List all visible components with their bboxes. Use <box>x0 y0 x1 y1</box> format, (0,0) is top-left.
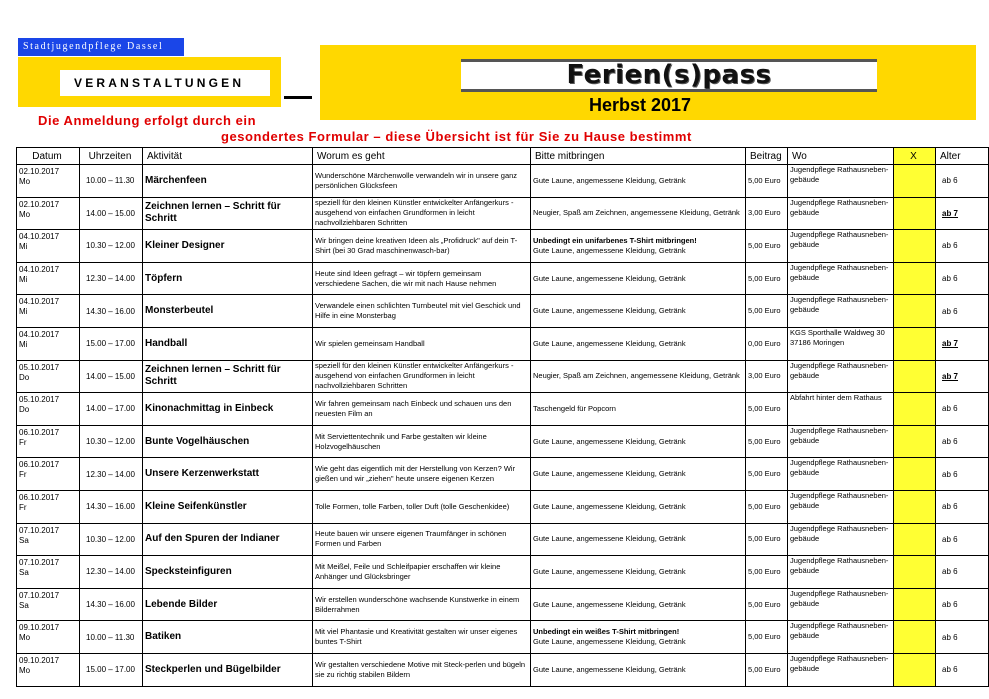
bring-cell <box>531 523 746 556</box>
activity-cell: Batiken <box>143 621 313 654</box>
age-cell: ab 7 <box>936 197 989 230</box>
time-cell: 14.00 – 15.00 <box>80 360 143 393</box>
time-cell: 10.00 – 11.30 <box>80 165 143 198</box>
date-cell <box>17 262 80 295</box>
column-header-age: Alter <box>936 148 989 165</box>
location-cell: Jugendpflege Rathausneben-gebäude <box>788 458 894 491</box>
bring-items: Gute Laune, angemessene Kleidung, Getränk <box>533 338 686 348</box>
table-row <box>17 327 989 360</box>
registration-checkbox-cell[interactable] <box>894 653 936 686</box>
location-cell: Jugendpflege Rathausneben-gebäude <box>788 523 894 556</box>
activity-cell: Zeichnen lernen – Schritt für Schritt <box>143 360 313 393</box>
table-row <box>17 588 989 621</box>
age-cell: ab 6 <box>936 262 989 295</box>
date: 07.10.2017 <box>19 525 60 535</box>
table-row <box>17 621 989 654</box>
time-cell: 10.00 – 11.30 <box>80 621 143 654</box>
time-cell: 10.30 – 12.00 <box>80 523 143 556</box>
age-cell: ab 6 <box>936 458 989 491</box>
age-cell: ab 6 <box>936 393 989 426</box>
description-cell: speziell für den kleinen Künstler entwickelter Anfängerkurs - ausgehend von einfachen Grundformen in leicht nachvollziehbaren Schritten <box>313 360 531 393</box>
weekday: Mi <box>19 307 28 317</box>
fee-cell: 5,00 Euro <box>746 621 788 654</box>
location-cell: Jugendpflege Rathausneben-gebäude <box>788 621 894 654</box>
section-title: VERANSTALTUNGEN <box>60 70 270 96</box>
date: 04.10.2017 <box>19 264 60 274</box>
registration-checkbox-cell[interactable] <box>894 360 936 393</box>
age-cell: ab 6 <box>936 425 989 458</box>
fee-cell: 5,00 Euro <box>746 230 788 263</box>
registration-checkbox-cell[interactable] <box>894 556 936 589</box>
description-cell: Mit Serviettentechnik und Farbe gestalten wir kleine Holzvogelhäuschen <box>313 425 531 458</box>
registration-checkbox-cell[interactable] <box>894 588 936 621</box>
table-row <box>17 523 989 556</box>
table-row <box>17 230 989 263</box>
bring-items: Gute Laune, angemessene Kleidung, Getränk <box>533 245 686 255</box>
fee-cell: 3,00 Euro <box>746 197 788 230</box>
table-row <box>17 262 989 295</box>
section-banner <box>18 57 281 107</box>
date-cell <box>17 490 80 523</box>
location-cell: Jugendpflege Rathausneben-gebäude <box>788 165 894 198</box>
date-cell <box>17 653 80 686</box>
activity-cell: Kinonachmittag in Einbeck <box>143 393 313 426</box>
activity-cell: Kleine Seifenkünstler <box>143 490 313 523</box>
notice-line-2: gesondertes Formular – diese Übersicht ist für Sie zu Hause bestimmt <box>221 129 692 144</box>
activity-cell: Monsterbeutel <box>143 295 313 328</box>
table-row <box>17 360 989 393</box>
column-header-description: Worum es geht <box>313 148 531 165</box>
bring-items: Gute Laune, angemessene Kleidung, Getränk <box>533 566 686 576</box>
date-cell <box>17 295 80 328</box>
time-cell: 12.30 – 14.00 <box>80 458 143 491</box>
bring-required: Unbedingt ein unifarbenes T-Shirt mitbringen! <box>533 235 697 245</box>
bring-items: Gute Laune, angemessene Kleidung, Getränk <box>533 436 686 446</box>
fee-cell: 5,00 Euro <box>746 165 788 198</box>
weekday: Fr <box>19 470 27 480</box>
weekday: Fr <box>19 502 27 512</box>
weekday: Do <box>19 372 30 382</box>
date-cell <box>17 458 80 491</box>
description-cell: Wir erstellen wunderschöne wachsende Kunstwerke in einem Bilderrahmen <box>313 588 531 621</box>
bring-items: Neugier, Spaß am Zeichnen, angemessene Kleidung, Getränk <box>533 371 740 381</box>
time-cell: 14.00 – 17.00 <box>80 393 143 426</box>
bring-cell <box>531 327 746 360</box>
date-cell <box>17 523 80 556</box>
weekday: Mo <box>19 633 31 643</box>
registration-checkbox-cell[interactable] <box>894 458 936 491</box>
bring-cell <box>531 197 746 230</box>
fee-cell: 5,00 Euro <box>746 556 788 589</box>
description-cell: Wunderschöne Märchenwolle verwandeln wir in unsere ganz persönlichen Glücksfeen <box>313 165 531 198</box>
table-row <box>17 653 989 686</box>
column-header-time: Uhrzeiten <box>80 148 143 165</box>
weekday: Mi <box>19 339 28 349</box>
location-cell: Jugendpflege Rathausneben-gebäude <box>788 262 894 295</box>
time-cell: 14.30 – 16.00 <box>80 490 143 523</box>
date: 05.10.2017 <box>19 362 60 372</box>
activity-cell: Unsere Kerzenwerkstatt <box>143 458 313 491</box>
age-cell: ab 6 <box>936 556 989 589</box>
bring-cell <box>531 458 746 491</box>
notice-line-1: Die Anmeldung erfolgt durch ein <box>38 113 257 128</box>
activity-cell: Zeichnen lernen – Schritt für Schritt <box>143 197 313 230</box>
weekday: Mo <box>19 209 31 219</box>
bring-items: Gute Laune, angemessene Kleidung, Getränk <box>533 637 686 647</box>
activity-cell: Kleiner Designer <box>143 230 313 263</box>
bring-cell <box>531 360 746 393</box>
description-cell: Mit viel Phantasie und Kreativität gestalten wir unser eigenes buntes T-Shirt <box>313 621 531 654</box>
location-cell: Jugendpflege Rathausneben-gebäude <box>788 556 894 589</box>
date-cell <box>17 425 80 458</box>
fee-cell: 0,00 Euro <box>746 327 788 360</box>
date-cell <box>17 165 80 198</box>
weekday: Mo <box>19 177 31 186</box>
bring-cell <box>531 262 746 295</box>
time-cell: 10.30 – 12.00 <box>80 230 143 263</box>
date: 04.10.2017 <box>19 297 60 307</box>
column-header-date: Datum <box>17 148 80 165</box>
date: 09.10.2017 <box>19 655 60 665</box>
description-cell: Heute bauen wir unsere eigenen Traumfänger in schönen Formen und Farben <box>313 523 531 556</box>
date: 05.10.2017 <box>19 395 60 405</box>
date-cell <box>17 588 80 621</box>
description-cell: Wir fahren gemeinsam nach Einbeck und schauen uns den neuesten Film an <box>313 393 531 426</box>
date: 07.10.2017 <box>19 590 60 600</box>
time-cell: 14.30 – 16.00 <box>80 588 143 621</box>
weekday: Do <box>19 405 30 415</box>
bring-items: Gute Laune, angemessene Kleidung, Getränk <box>533 469 686 479</box>
weekday: Mi <box>19 242 28 252</box>
activity-cell: Märchenfeen <box>143 165 313 198</box>
fee-cell: 5,00 Euro <box>746 425 788 458</box>
date: 02.10.2017 <box>19 167 60 176</box>
fee-cell: 5,00 Euro <box>746 295 788 328</box>
bring-items: Gute Laune, angemessene Kleidung, Getränk <box>533 599 686 609</box>
column-header-bring: Bitte mitbringen <box>531 148 746 165</box>
bring-cell <box>531 393 746 426</box>
bring-cell <box>531 556 746 589</box>
age-cell: ab 6 <box>936 165 989 198</box>
description-cell: Tolle Formen, tolle Farben, toller Duft (tolle Geschenkidee) <box>313 490 531 523</box>
table-row <box>17 295 989 328</box>
age-cell: ab 6 <box>936 523 989 556</box>
table-row <box>17 197 989 230</box>
weekday: Sa <box>19 535 29 545</box>
schedule-table <box>16 147 989 687</box>
fee-cell: 5,00 Euro <box>746 490 788 523</box>
season-title: Herbst 2017 <box>589 95 692 115</box>
date: 06.10.2017 <box>19 492 60 502</box>
age-cell: ab 6 <box>936 588 989 621</box>
org-badge: Stadtjugendpflege Dassel <box>18 38 184 56</box>
time-cell: 15.00 – 17.00 <box>80 653 143 686</box>
description-cell: Heute sind Ideen gefragt – wir töpfern gemeinsam verschiedene Sachen, die wir mit nach Hause nehmen <box>313 262 531 295</box>
column-header-x: X <box>894 148 936 165</box>
registration-checkbox-cell[interactable] <box>894 197 936 230</box>
date: 07.10.2017 <box>19 558 60 568</box>
age-cell: ab 6 <box>936 295 989 328</box>
activity-cell: Specksteinfiguren <box>143 556 313 589</box>
bring-cell <box>531 653 746 686</box>
column-header-activity: Aktivität <box>143 148 313 165</box>
description-cell: Wir gestalten verschiedene Motive mit Steck-perlen und bügeln sie zu richtig stabilen Bildern <box>313 653 531 686</box>
table-row <box>17 425 989 458</box>
bring-cell <box>531 230 746 263</box>
location-cell: Jugendpflege Rathausneben-gebäude <box>788 653 894 686</box>
description-cell: Mit Meißel, Feile und Schleifpapier erschaffen wir kleine Anhänger und Glücksbringer <box>313 556 531 589</box>
weekday: Fr <box>19 437 27 447</box>
column-header-location: Wo <box>788 148 894 165</box>
table-row <box>17 556 989 589</box>
activity-cell: Töpfern <box>143 262 313 295</box>
bring-cell <box>531 425 746 458</box>
bring-items: Taschengeld für Popcorn <box>533 403 616 413</box>
bring-required: Unbedingt ein weißes T-Shirt mitbringen! <box>533 627 680 637</box>
divider <box>284 96 312 99</box>
bring-cell <box>531 588 746 621</box>
bring-cell <box>531 165 746 198</box>
time-cell: 15.00 – 17.00 <box>80 327 143 360</box>
location-cell: Jugendpflege Rathausneben-gebäude <box>788 230 894 263</box>
location-cell: Jugendpflege Rathausneben-gebäude <box>788 295 894 328</box>
bring-items: Gute Laune, angemessene Kleidung, Getränk <box>533 273 686 283</box>
date-cell <box>17 556 80 589</box>
description-cell: Wie geht das eigentlich mit der Herstellung von Kerzen? Wir gießen und wir „ziehen" heute unsere eigenen Kerzen <box>313 458 531 491</box>
activity-cell: Handball <box>143 327 313 360</box>
date-cell <box>17 621 80 654</box>
bring-cell <box>531 490 746 523</box>
location-cell: Jugendpflege Rathausneben-gebäude <box>788 425 894 458</box>
location-cell: Jugendpflege Rathausneben-gebäude <box>788 588 894 621</box>
registration-checkbox-cell[interactable] <box>894 425 936 458</box>
fee-cell: 5,00 Euro <box>746 523 788 556</box>
date-cell <box>17 393 80 426</box>
date: 09.10.2017 <box>19 623 60 633</box>
description-cell: Verwandele einen schlichten Turnbeutel mit viel Geschick und Hilfe in eine Monsterbag <box>313 295 531 328</box>
age-cell: ab 6 <box>936 621 989 654</box>
weekday: Sa <box>19 600 29 610</box>
bring-items: Gute Laune, angemessene Kleidung, Getränk <box>533 175 686 185</box>
bring-cell <box>531 621 746 654</box>
registration-checkbox-cell[interactable] <box>894 621 936 654</box>
time-cell: 12.30 – 14.00 <box>80 262 143 295</box>
location-cell: Abfahrt hinter dem Rathaus <box>788 393 894 426</box>
registration-checkbox-cell[interactable] <box>894 490 936 523</box>
location-cell: Jugendpflege Rathausneben-gebäude <box>788 197 894 230</box>
bring-items: Gute Laune, angemessene Kleidung, Getränk <box>533 664 686 674</box>
bring-items: Gute Laune, angemessene Kleidung, Getränk <box>533 501 686 511</box>
registration-checkbox-cell[interactable] <box>894 295 936 328</box>
date: 06.10.2017 <box>19 427 60 437</box>
fee-cell: 5,00 Euro <box>746 653 788 686</box>
table-row <box>17 393 989 426</box>
location-cell: Jugendpflege Rathausneben-gebäude <box>788 360 894 393</box>
date: 02.10.2017 <box>19 199 60 209</box>
date: 04.10.2017 <box>19 232 60 242</box>
table-row <box>17 458 989 491</box>
date: 04.10.2017 <box>19 329 60 339</box>
fee-cell: 5,00 Euro <box>746 588 788 621</box>
registration-checkbox-cell[interactable] <box>894 523 936 556</box>
weekday: Sa <box>19 568 29 578</box>
activity-cell: Auf den Spuren der Indianer <box>143 523 313 556</box>
time-cell: 14.30 – 16.00 <box>80 295 143 328</box>
description-cell: Wir bringen deine kreativen Ideen als „Profidruck" auf dein T-Shirt (bei 30 Grad maschinenwasch-bar) <box>313 230 531 263</box>
time-cell: 12.30 – 14.00 <box>80 556 143 589</box>
bring-items: Neugier, Spaß am Zeichnen, angemessene Kleidung, Getränk <box>533 208 740 218</box>
description-cell: Wir spielen gemeinsam Handball <box>313 327 531 360</box>
date: 06.10.2017 <box>19 460 60 470</box>
registration-checkbox-cell[interactable] <box>894 327 936 360</box>
age-cell: ab 6 <box>936 653 989 686</box>
location-cell: KGS Sporthalle Waldweg 30 37186 Moringen <box>788 327 894 360</box>
location-cell: Jugendpflege Rathausneben-gebäude <box>788 490 894 523</box>
time-cell: 14.00 – 15.00 <box>80 197 143 230</box>
activity-cell: Bunte Vogelhäuschen <box>143 425 313 458</box>
bring-items: Gute Laune, angemessene Kleidung, Getränk <box>533 306 686 316</box>
age-cell: ab 7 <box>936 360 989 393</box>
table-row <box>17 165 989 198</box>
bring-items: Gute Laune, angemessene Kleidung, Getränk <box>533 534 686 544</box>
date-cell <box>17 230 80 263</box>
fee-cell: 5,00 Euro <box>746 458 788 491</box>
table-row <box>17 490 989 523</box>
age-cell: ab 6 <box>936 230 989 263</box>
registration-checkbox-cell[interactable] <box>894 262 936 295</box>
registration-checkbox-cell[interactable] <box>894 230 936 263</box>
date-cell <box>17 327 80 360</box>
age-cell: ab 6 <box>936 490 989 523</box>
date-cell <box>17 360 80 393</box>
fee-cell: 3,00 Euro <box>746 360 788 393</box>
date-cell <box>17 197 80 230</box>
registration-notice <box>28 113 788 145</box>
bring-cell <box>531 295 746 328</box>
description-cell: speziell für den kleinen Künstler entwickelter Anfängerkurs - ausgehend von einfachen Grundformen in leicht nachvollziehbaren Schritten <box>313 197 531 230</box>
table-header-row <box>17 148 989 165</box>
registration-checkbox-cell[interactable] <box>894 165 936 198</box>
weekday: Mi <box>19 274 28 284</box>
ferienspass-logo: Ferien(s)pass <box>461 59 877 92</box>
fee-cell: 5,00 Euro <box>746 393 788 426</box>
registration-checkbox-cell[interactable] <box>894 393 936 426</box>
activity-cell: Steckperlen und Bügelbilder <box>143 653 313 686</box>
weekday: Mo <box>19 665 31 675</box>
column-header-fee: Beitrag <box>746 148 788 165</box>
time-cell: 10.30 – 12.00 <box>80 425 143 458</box>
fee-cell: 5,00 Euro <box>746 262 788 295</box>
activity-cell: Lebende Bilder <box>143 588 313 621</box>
age-cell: ab 7 <box>936 327 989 360</box>
